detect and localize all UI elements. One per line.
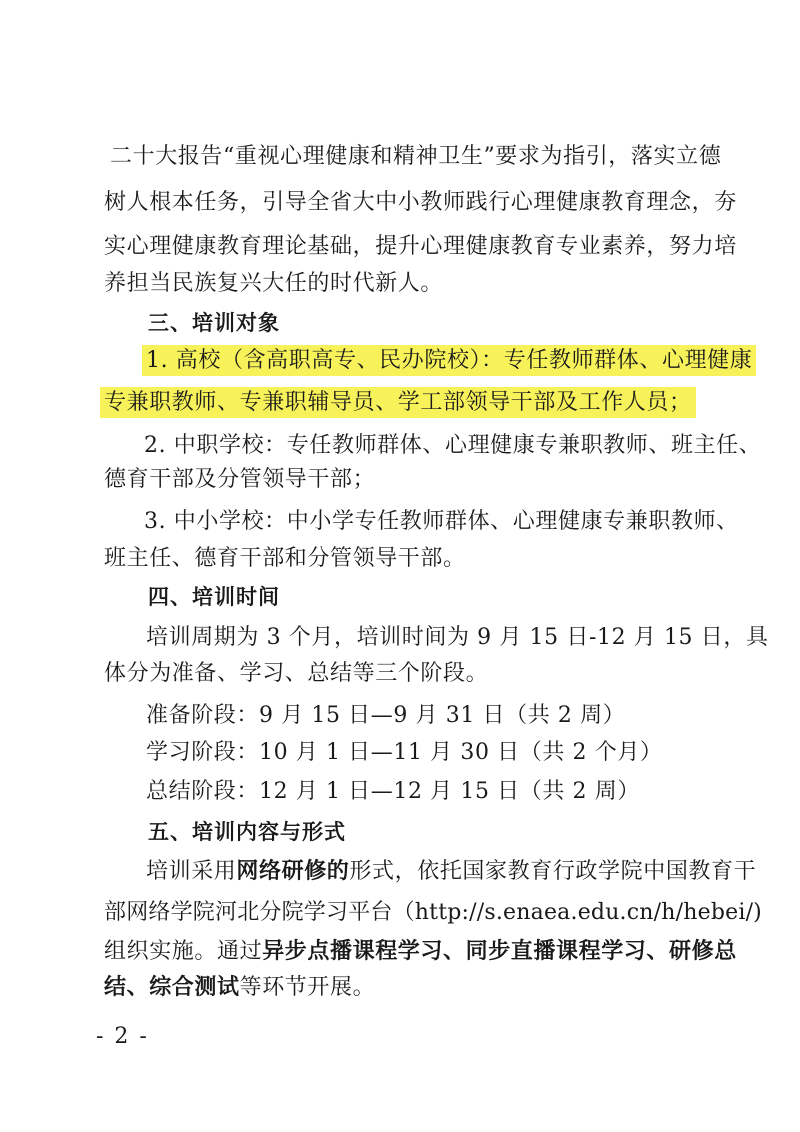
text-run: 组织实施。通过	[104, 939, 263, 964]
list-item-1-line	[0, 389, 800, 417]
phase-summary: 总结阶段：12 月 1 日—12 月 15 日（共 2 周）	[146, 779, 640, 804]
paragraph-line: 实心理健康教育理论基础，提升心理健康教育专业素养，努力培	[104, 234, 737, 259]
phase-preparation: 准备阶段：9 月 15 日—9 月 31 日（共 2 周）	[146, 703, 626, 728]
list-item-1-line	[0, 347, 800, 375]
section-heading-training-target: 三、培训对象	[148, 311, 280, 335]
list-item-2-line: 德育干部及分管领导干部；	[104, 467, 376, 492]
paragraph-line: 二十大报告“重视心理健康和精神卫生”要求为指引，落实立德	[110, 144, 722, 169]
list-item-3-line: 3. 中小学校：中小学专任教师群体、心理健康专兼职教师、	[144, 509, 739, 534]
bold-text: 异步点播课程学习、同步直播课程学习、研修总	[262, 939, 737, 964]
paragraph-line	[0, 858, 800, 886]
text-run: 形式，依托国家教育行政学院中国教育干	[349, 859, 757, 884]
paragraph-line: 培训周期为 3 个月，培训时间为 9 月 15 日-12 月 15 日，具	[146, 625, 769, 650]
list-item-3-line: 班主任、德育干部和分管领导干部。	[104, 546, 466, 571]
paragraph-line: 树人根本任务，引导全省大中小教师践行心理健康教育理念，夯	[104, 190, 737, 215]
text-run: 培训采用	[146, 859, 237, 884]
paragraph-line	[0, 974, 800, 1002]
section-heading-content-form: 五、培训内容与形式	[148, 820, 346, 844]
bold-text: 结、综合测试	[104, 975, 240, 1000]
paragraph-line: 部网络学院河北分院学习平台（http://s.enaea.edu.cn/h/hebei/)	[104, 900, 762, 925]
bold-text: 网络研修的	[236, 859, 350, 884]
section-heading-training-time: 四、培训时间	[148, 585, 280, 609]
paragraph-line	[0, 938, 800, 966]
highlight: 专兼职教师、专兼职辅导员、学工部领导干部及工作人员；	[100, 387, 696, 418]
phase-study: 学习阶段：10 月 1 日—11 月 30 日（共 2 个月）	[146, 740, 663, 765]
paragraph-line: 体分为准备、学习、总结等三个阶段。	[104, 661, 489, 686]
list-item-2-line: 2. 中职学校：专任教师群体、心理健康专兼职教师、班主任、	[144, 433, 762, 458]
highlight: 1. 高校（含高职高专、民办院校）：专任教师群体、心理健康	[142, 345, 756, 376]
text-run: 等环节开展。	[239, 975, 376, 1000]
paragraph-line: 养担当民族复兴大任的时代新人。	[104, 271, 444, 296]
page-number: - 2 -	[96, 1024, 149, 1049]
